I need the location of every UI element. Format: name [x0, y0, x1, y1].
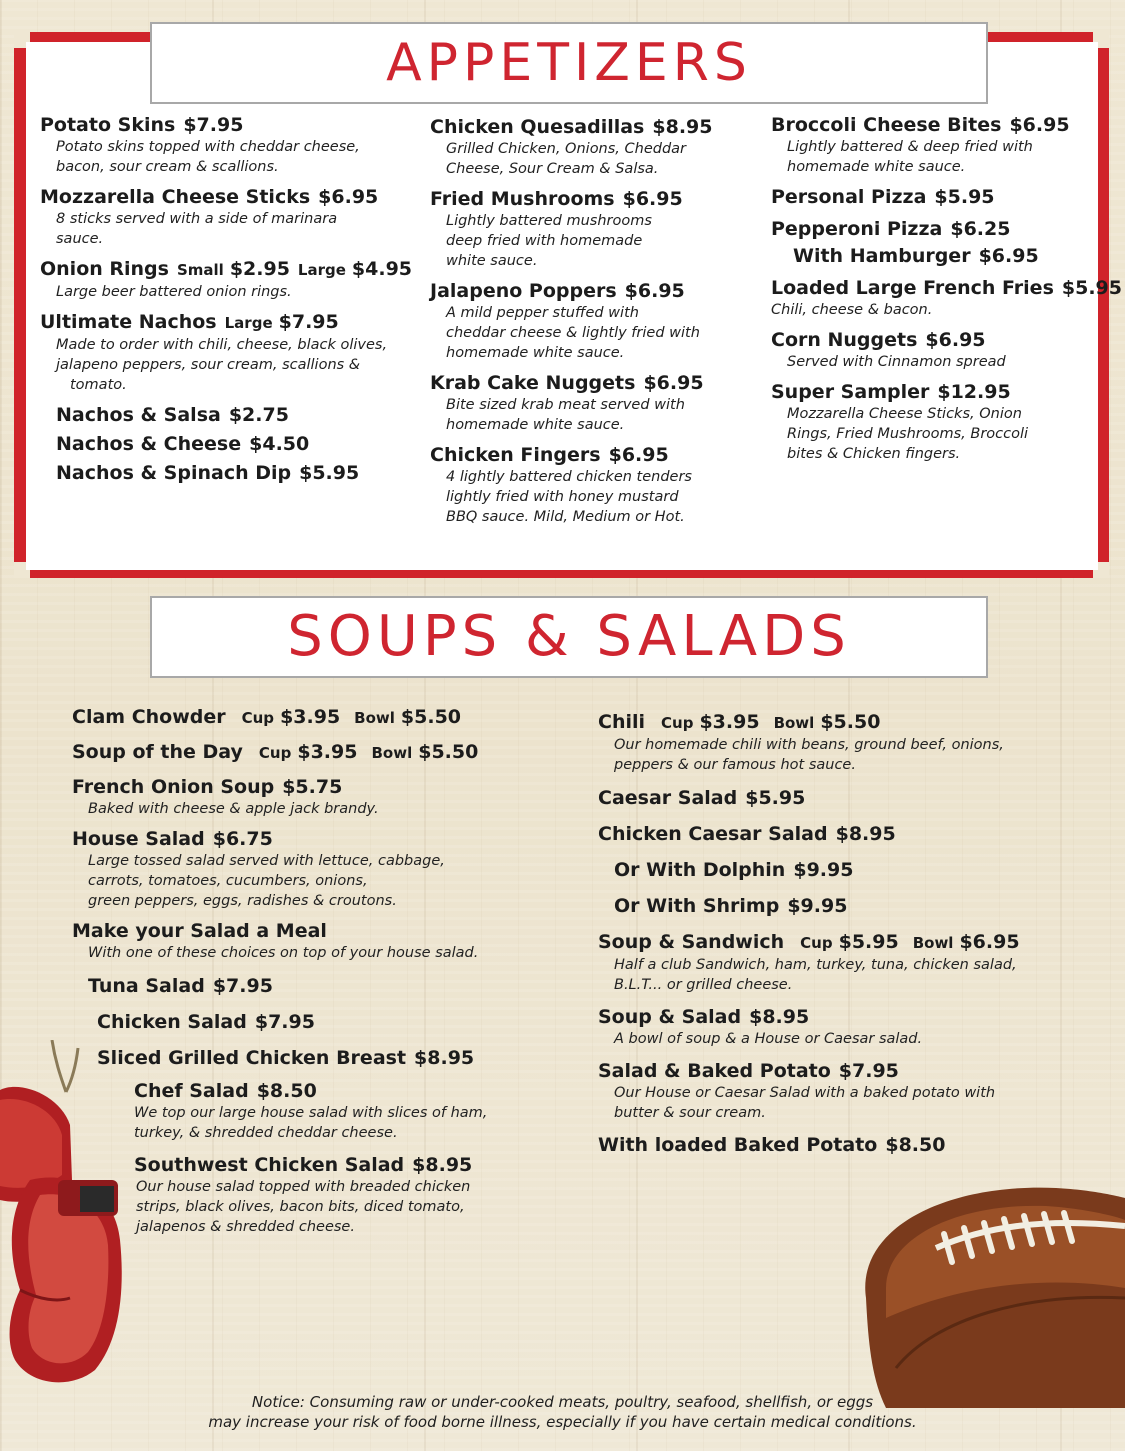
- item-description: peppers & our famous hot sauce.: [614, 757, 856, 773]
- item-price: $6.95: [608, 444, 669, 466]
- menu-item: [72, 920, 592, 963]
- item-price: $6.95: [1009, 114, 1070, 136]
- menu-item: [598, 787, 1118, 810]
- item-price: $4.95: [351, 258, 413, 280]
- item-name: Tuna Salad: [88, 975, 205, 997]
- menu-item: [134, 1154, 592, 1237]
- item-price: $5.95: [838, 931, 899, 953]
- item-price: $8.95: [749, 1006, 810, 1028]
- item-name: Onion Rings: [40, 258, 169, 280]
- menu-item: [614, 859, 1118, 882]
- item-name: Clam Chowder: [72, 706, 226, 728]
- item-price: $4.50: [249, 433, 310, 455]
- boxing-gloves-icon: [0, 1040, 160, 1390]
- item-description: Rings, Fried Mushrooms, Broccoli: [787, 426, 1029, 442]
- appetizers-column-3: [771, 114, 1122, 473]
- item-price: $8.95: [835, 823, 896, 845]
- item-name: Caesar Salad: [598, 787, 738, 809]
- item-price: $5.50: [820, 711, 881, 733]
- menu-item: [598, 931, 1118, 995]
- item-name: Chicken Caesar Salad: [598, 823, 828, 845]
- item-description: strips, black olives, bacon bits, diced tomato,: [136, 1199, 465, 1215]
- item-price: $7.95: [278, 311, 339, 333]
- item-price: $5.95: [745, 787, 806, 809]
- item-name: Pepperoni Pizza: [771, 218, 943, 240]
- item-price: $3.95: [297, 741, 358, 763]
- item-description: white sauce.: [446, 253, 538, 269]
- item-price: $8.50: [885, 1134, 946, 1156]
- menu-item: [430, 280, 760, 363]
- item-description: bacon, sour cream & scallions.: [56, 159, 279, 175]
- appetizers-column-1: [40, 114, 420, 494]
- item-description: tomato.: [70, 377, 127, 393]
- item-name: Sliced Grilled Chicken Breast: [97, 1047, 407, 1069]
- menu-item: [598, 711, 1118, 775]
- item-price: $6.95: [318, 186, 379, 208]
- item-price: $8.95: [412, 1154, 473, 1176]
- item-description: 4 lightly battered chicken tenders: [446, 469, 692, 485]
- item-price: $6.95: [978, 245, 1039, 267]
- menu-item: [614, 895, 1118, 918]
- item-name: Krab Cake Nuggets: [430, 372, 636, 394]
- menu-item: [598, 823, 1118, 846]
- menu-item: [97, 1011, 592, 1034]
- item-description: carrots, tomatoes, cucumbers, onions,: [88, 873, 368, 889]
- item-price: $6.75: [212, 828, 273, 850]
- menu-item: [56, 433, 420, 456]
- item-price: $5.95: [1061, 277, 1122, 299]
- item-description: Our homemade chili with beans, ground beef, onions,: [614, 737, 1004, 753]
- item-description: Cheese, Sour Cream & Salsa.: [446, 161, 659, 177]
- item-description: Chili, cheese & bacon.: [771, 302, 933, 318]
- appetizers-heading: APPETIZERS: [150, 22, 988, 104]
- menu-item: [56, 404, 420, 427]
- item-price: $9.95: [793, 859, 854, 881]
- health-notice: [0, 1392, 1125, 1432]
- item-description: BBQ sauce. Mild, Medium or Hot.: [446, 509, 685, 525]
- item-price: $7.95: [254, 1011, 315, 1033]
- item-description: B.L.T... or grilled cheese.: [614, 977, 793, 993]
- item-price: $8.95: [652, 116, 713, 138]
- item-price: $5.50: [418, 741, 479, 763]
- item-description: turkey, & shredded cheddar cheese.: [134, 1125, 398, 1141]
- soups-column-right: [598, 711, 1118, 1166]
- item-name: Chicken Fingers: [430, 444, 601, 466]
- item-name: Mozzarella Cheese Sticks: [40, 186, 311, 208]
- item-price: $12.95: [937, 381, 1011, 403]
- item-name: Make your Salad a Meal: [72, 920, 327, 942]
- menu-item: [793, 245, 1091, 268]
- item-name: Soup & Salad: [598, 1006, 742, 1028]
- football-icon: [826, 1168, 1125, 1408]
- item-description: homemade white sauce.: [787, 159, 966, 175]
- item-description: Large tossed salad served with lettuce, cabbage,: [88, 853, 445, 869]
- size-label: Large: [224, 314, 273, 332]
- size-label: Cup: [258, 744, 292, 762]
- menu-item: [771, 277, 1122, 320]
- menu-item: [430, 444, 760, 527]
- item-description: Baked with cheese & apple jack brandy.: [88, 801, 379, 817]
- item-name: Super Sampler: [771, 381, 930, 403]
- size-label: Large: [297, 261, 346, 279]
- menu-item: [430, 116, 760, 179]
- soups-salads-heading: SOUPS & SALADS: [150, 596, 988, 678]
- item-description: Lightly battered mushrooms: [446, 213, 652, 229]
- size-label: Cup: [661, 714, 694, 732]
- item-description: Our house salad topped with breaded chicken: [136, 1179, 471, 1195]
- item-description: Bite sized krab meat served with: [446, 397, 685, 413]
- item-name: Broccoli Cheese Bites: [771, 114, 1002, 136]
- item-price: $6.95: [643, 372, 704, 394]
- item-price: $3.95: [699, 711, 760, 733]
- item-description: lightly fried with honey mustard: [446, 489, 679, 505]
- item-description: Mozzarella Cheese Sticks, Onion: [787, 406, 1022, 422]
- item-name: Corn Nuggets: [771, 329, 918, 351]
- size-label: Bowl: [773, 714, 815, 732]
- item-description: Grilled Chicken, Onions, Cheddar: [446, 141, 687, 157]
- item-name: Jalapeno Poppers: [430, 280, 617, 302]
- item-price: $6.95: [959, 931, 1020, 953]
- item-name: Or With Dolphin: [614, 859, 786, 881]
- item-price: $7.95: [212, 975, 273, 997]
- menu-item: [56, 462, 420, 485]
- item-price: $3.95: [280, 706, 341, 728]
- item-description: Made to order with chili, cheese, black olives,: [56, 337, 388, 353]
- item-name: French Onion Soup: [72, 776, 275, 798]
- menu-item: [430, 188, 760, 271]
- item-description: sauce.: [56, 231, 104, 247]
- item-name: Chicken Quesadillas: [430, 116, 645, 138]
- item-description: green peppers, eggs, radishes & croutons.: [88, 893, 397, 909]
- menu-item: [598, 1060, 1118, 1123]
- item-name: Soup & Sandwich: [598, 931, 785, 953]
- item-description: Lightly battered & deep fried with: [787, 139, 1033, 155]
- item-name: Chef Salad: [134, 1080, 249, 1102]
- item-description: butter & sour cream.: [614, 1105, 766, 1121]
- item-description: Served with Cinnamon spread: [787, 354, 1006, 370]
- menu-item: [598, 1006, 1118, 1049]
- item-name: Nachos & Spinach Dip: [56, 462, 292, 484]
- item-description: Our House or Caesar Salad with a baked potato with: [614, 1085, 996, 1101]
- item-description: Large beer battered onion rings.: [56, 284, 292, 300]
- item-name: House Salad: [72, 828, 205, 850]
- menu-item: [771, 114, 1091, 177]
- menu-item: [72, 776, 592, 819]
- item-description: 8 sticks served with a side of marinara: [56, 211, 338, 227]
- item-name: Or With Shrimp: [614, 895, 780, 917]
- item-name: Nachos & Cheese: [56, 433, 242, 455]
- item-price: $5.95: [299, 462, 360, 484]
- item-description: A bowl of soup & a House or Caesar salad.: [614, 1031, 923, 1047]
- menu-item: [97, 1047, 592, 1070]
- item-description: deep fried with homemade: [446, 233, 643, 249]
- item-price: $7.95: [183, 114, 244, 136]
- item-name: Soup of the Day: [72, 741, 243, 763]
- item-price: $8.50: [256, 1080, 317, 1102]
- menu-item: [771, 186, 1091, 209]
- menu-item: [771, 381, 1091, 464]
- item-name: Ultimate Nachos: [40, 311, 217, 333]
- item-description: Potato skins topped with cheddar cheese,: [56, 139, 360, 155]
- size-label: Bowl: [912, 934, 954, 952]
- item-description: jalapeno peppers, sour cream, scallions &: [56, 357, 361, 373]
- menu-item: [430, 372, 760, 435]
- item-price: $5.50: [400, 706, 462, 728]
- item-name: With loaded Baked Potato: [598, 1134, 878, 1156]
- item-price: $6.25: [950, 218, 1011, 240]
- menu-item: [40, 311, 420, 395]
- menu-item: [134, 1080, 592, 1143]
- item-price: $7.95: [838, 1060, 899, 1082]
- item-description: A mild pepper stuffed with: [446, 305, 639, 321]
- item-description: With one of these choices on top of your house salad.: [88, 945, 479, 961]
- item-price: $5.95: [934, 186, 995, 208]
- item-name: Southwest Chicken Salad: [134, 1154, 405, 1176]
- item-name: Salad & Baked Potato: [598, 1060, 831, 1082]
- item-name: Chicken Salad: [97, 1011, 247, 1033]
- notice-line: may increase your risk of food borne illness, especially if you have certain medical conditions.: [208, 1413, 917, 1431]
- item-name: Fried Mushrooms: [430, 188, 615, 210]
- item-name: Chili: [598, 711, 646, 733]
- item-price: $2.75: [228, 404, 289, 426]
- item-name: Nachos & Salsa: [56, 404, 221, 426]
- item-name: Personal Pizza: [771, 186, 927, 208]
- item-price: $6.95: [622, 188, 683, 210]
- menu-item: [40, 258, 420, 302]
- item-price: $5.75: [282, 776, 343, 798]
- size-label: Cup: [241, 709, 275, 727]
- item-description: bites & Chicken fingers.: [787, 446, 961, 462]
- size-label: Bowl: [354, 709, 395, 727]
- item-description: We top our large house salad with slices of ham,: [134, 1105, 488, 1121]
- item-name: With Hamburger: [793, 245, 971, 267]
- menu-item: [771, 218, 1091, 241]
- item-price: $2.95: [229, 258, 290, 280]
- item-price: $6.95: [925, 329, 986, 351]
- menu-item: [72, 706, 592, 730]
- menu-item: [40, 114, 420, 177]
- size-label: Bowl: [371, 744, 413, 762]
- size-label: Small: [176, 261, 224, 279]
- menu-item: [40, 186, 420, 249]
- item-description: homemade white sauce.: [446, 417, 625, 433]
- menu-item: [88, 975, 592, 998]
- menu-item: [72, 828, 592, 911]
- item-description: Half a club Sandwich, ham, turkey, tuna, chicken salad,: [614, 957, 1017, 973]
- item-price: $6.95: [624, 280, 685, 302]
- item-price: $9.95: [787, 895, 848, 917]
- item-description: jalapenos & shredded cheese.: [136, 1219, 355, 1235]
- item-name: Potato Skins: [40, 114, 176, 136]
- item-name: Loaded Large French Fries: [771, 277, 1054, 299]
- menu-item: [598, 1134, 1118, 1157]
- menu-item: [771, 329, 1091, 372]
- item-description: cheddar cheese & lightly fried with: [446, 325, 700, 341]
- notice-line: Notice: Consuming raw or under-cooked meats, poultry, seafood, shellfish, or eggs: [251, 1393, 874, 1411]
- size-label: Cup: [800, 934, 833, 952]
- menu-item: [72, 741, 592, 765]
- item-price: $8.95: [414, 1047, 475, 1069]
- item-description: homemade white sauce.: [446, 345, 625, 361]
- appetizers-column-2: [430, 116, 760, 536]
